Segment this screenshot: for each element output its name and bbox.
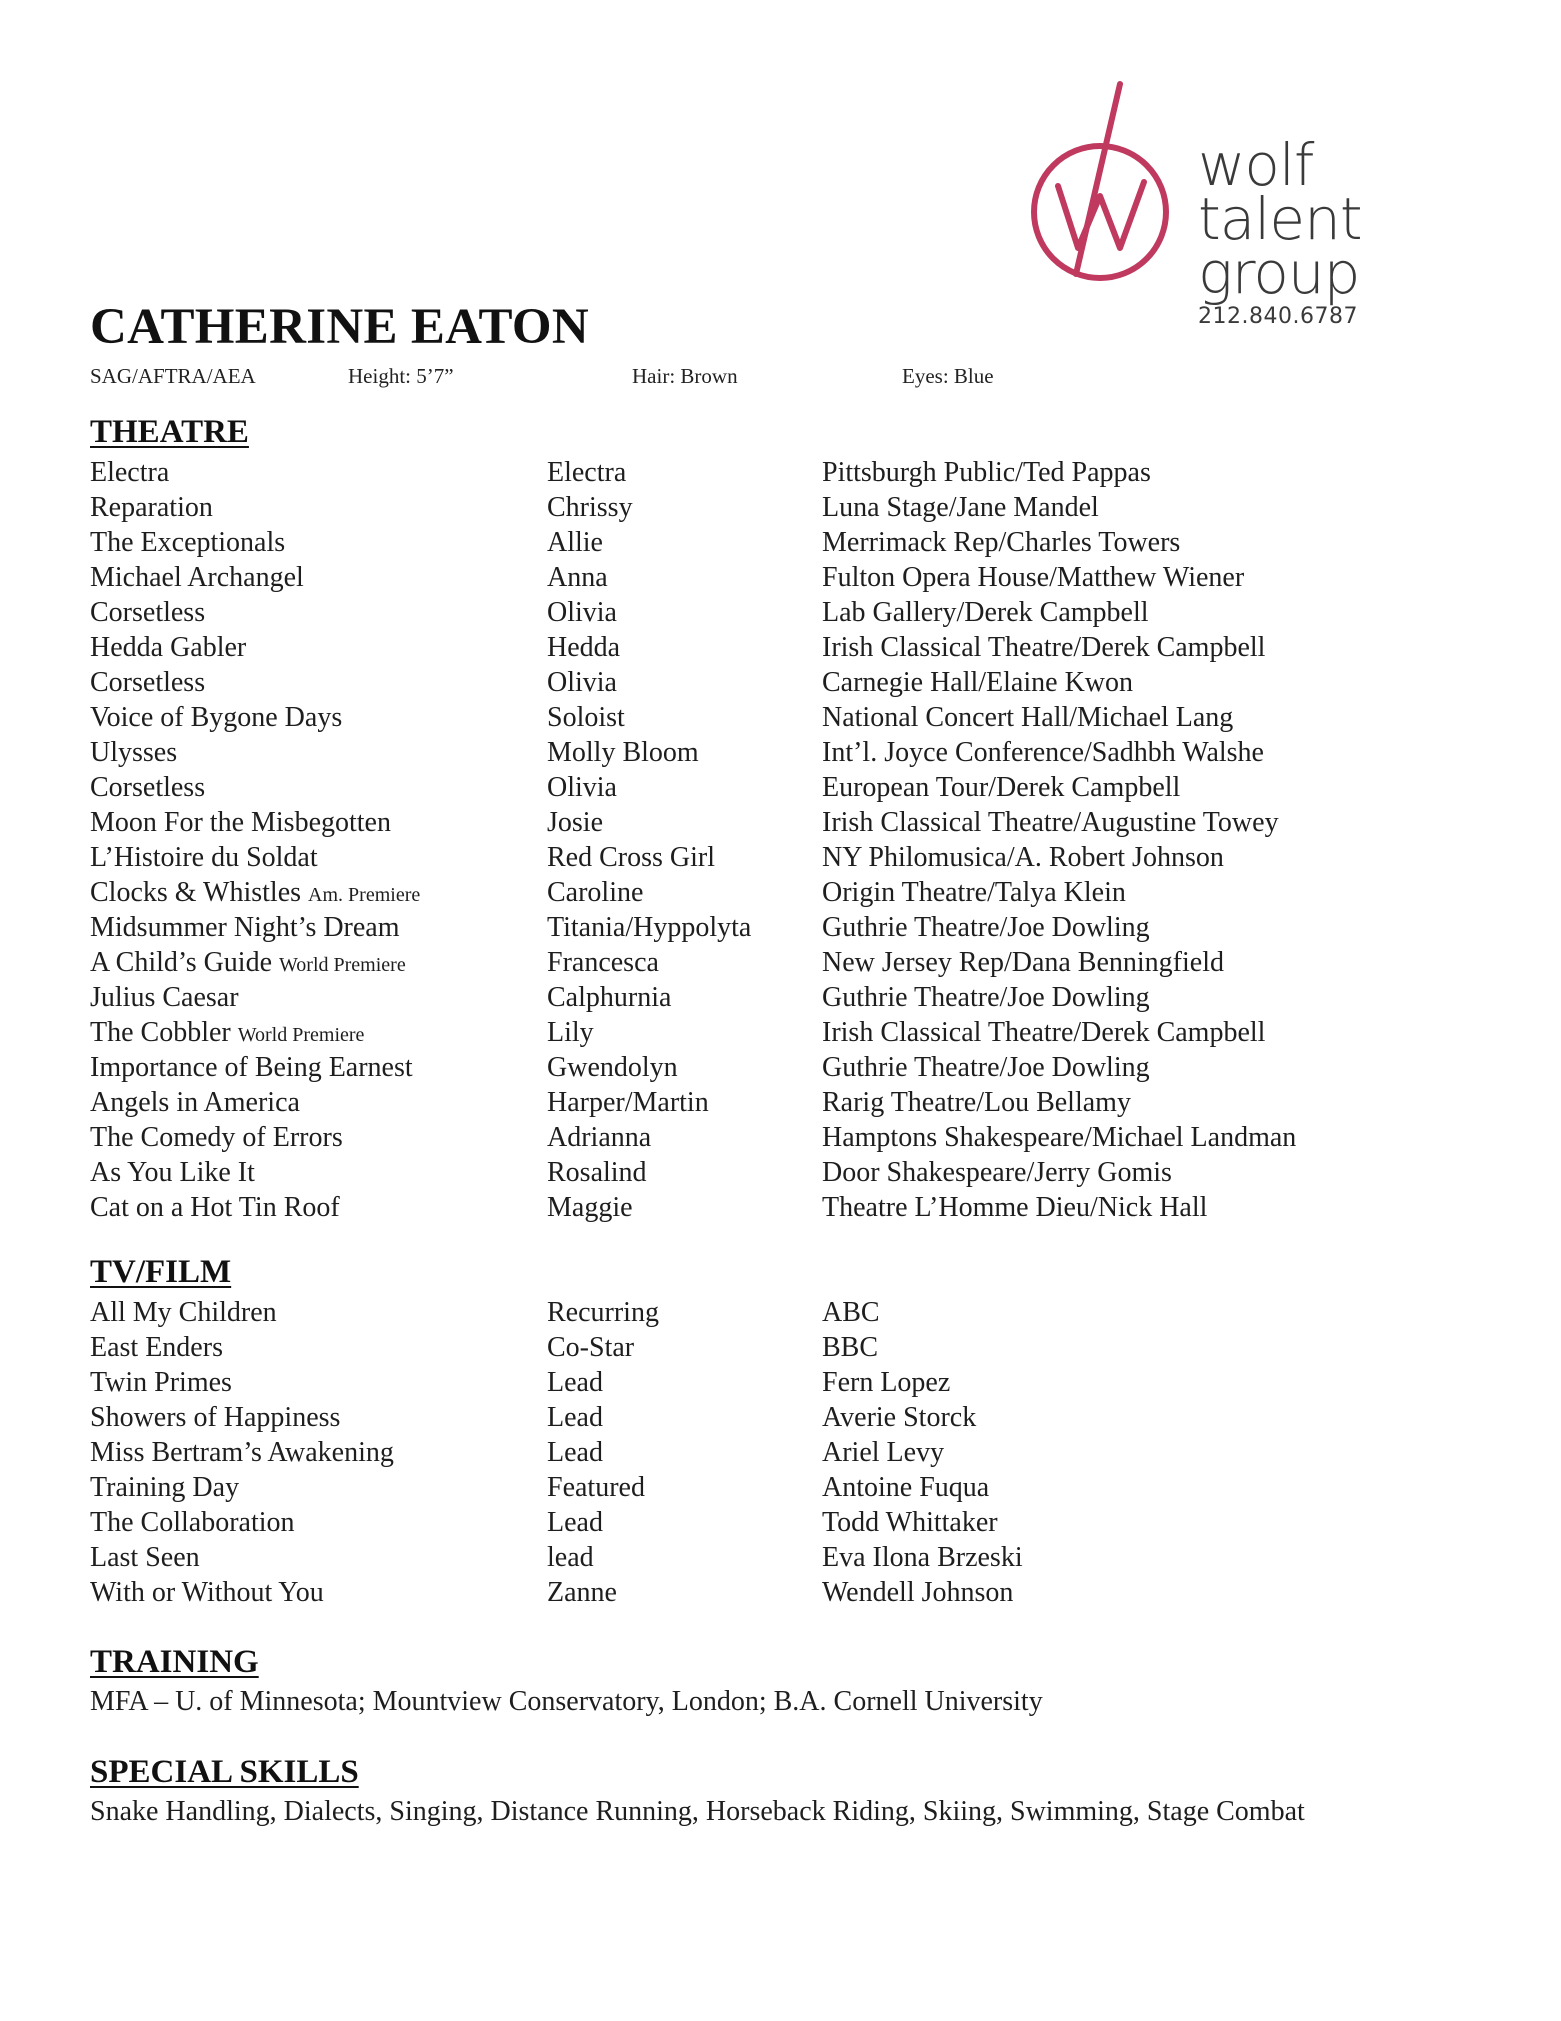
- theatre-credit-row: [90, 805, 1510, 840]
- role-name: Recurring: [547, 1297, 659, 1328]
- tvfilm-credits: [90, 1295, 1510, 1610]
- agency-logo: [1010, 78, 1390, 338]
- production-name: Electra: [90, 457, 170, 488]
- theatre-credit-row: [90, 455, 1510, 490]
- premiere-note: World Premiere: [279, 954, 406, 976]
- production-name: Miss Bertram’s Awakening: [90, 1437, 394, 1468]
- role-name: Olivia: [547, 597, 617, 628]
- unions: SAG/AFTRA/AEA: [90, 364, 256, 388]
- theatre-credit-row: [90, 980, 1510, 1015]
- production-title: [90, 840, 318, 875]
- theatre-credit-row: [90, 770, 1510, 805]
- role-name: Molly Bloom: [547, 737, 699, 768]
- company-director: BBC: [822, 1332, 879, 1363]
- theatre-credit-row: [90, 560, 1510, 595]
- production-title: [90, 910, 400, 945]
- company-director: Hamptons Shakespeare/Michael Landman: [822, 1122, 1297, 1153]
- production-name: Importance of Being Earnest: [90, 1052, 413, 1083]
- role-name: Lead: [547, 1402, 603, 1433]
- company-director: Origin Theatre/Talya Klein: [822, 877, 1126, 908]
- production-name: Hedda Gabler: [90, 632, 247, 663]
- company-director: Merrimack Rep/Charles Towers: [822, 527, 1181, 558]
- production-name: East Enders: [90, 1332, 223, 1363]
- role-name: Red Cross Girl: [547, 842, 715, 873]
- company-director: Pittsburgh Public/Ted Pappas: [822, 457, 1151, 488]
- theatre-credit-row: [90, 735, 1510, 770]
- production-title: [90, 1365, 232, 1400]
- role-name: Harper/Martin: [547, 1087, 709, 1118]
- production-name: A Child’s Guide: [90, 947, 273, 978]
- production-name: L’Histoire du Soldat: [90, 842, 318, 873]
- tvfilm-credit-row: [90, 1435, 1510, 1470]
- production-name: Cat on a Hot Tin Roof: [90, 1192, 340, 1223]
- theatre-credit-row: [90, 1120, 1510, 1155]
- production-title: [90, 1050, 413, 1085]
- company-director: Averie Storck: [822, 1402, 977, 1433]
- company-director: Irish Classical Theatre/Augustine Towey: [822, 807, 1279, 838]
- production-name: Corsetless: [90, 597, 206, 628]
- training-text: MFA – U. of Minnesota; Mountview Conservatory, London; B.A. Cornell University: [90, 1686, 1043, 1717]
- role-name: Olivia: [547, 772, 617, 803]
- tvfilm-credit-row: [90, 1540, 1510, 1575]
- theatre-credit-row: [90, 665, 1510, 700]
- theatre-credit-row: [90, 630, 1510, 665]
- production-title: [90, 630, 246, 665]
- production-name: Twin Primes: [90, 1367, 232, 1398]
- theatre-credit-row: [90, 700, 1510, 735]
- company-director: Door Shakespeare/Jerry Gomis: [822, 1157, 1172, 1188]
- company-director: Theatre L’Homme Dieu/Nick Hall: [822, 1192, 1208, 1223]
- role-name: Rosalind: [547, 1157, 647, 1188]
- hair-stat: Hair: Brown: [632, 364, 738, 388]
- production-title: [90, 770, 205, 805]
- theatre-credit-row: [90, 595, 1510, 630]
- role-name: Francesca: [547, 947, 659, 978]
- role-name: Soloist: [547, 702, 625, 733]
- theatre-credits: [90, 455, 1510, 1225]
- production-name: Training Day: [90, 1472, 240, 1503]
- production-title: [90, 1470, 239, 1505]
- production-name: Voice of Bygone Days: [90, 702, 343, 733]
- eyes-stat: Eyes: Blue: [902, 364, 994, 388]
- role-name: Zanne: [547, 1577, 617, 1608]
- height-stat: Height: 5’7”: [348, 364, 454, 388]
- company-director: Rarig Theatre/Lou Bellamy: [822, 1087, 1131, 1118]
- role-name: Olivia: [547, 667, 617, 698]
- production-title: [90, 665, 205, 700]
- production-name: Ulysses: [90, 737, 178, 768]
- company-director: Fern Lopez: [822, 1367, 951, 1398]
- premiere-note: Am. Premiere: [308, 884, 421, 906]
- role-name: Lily: [547, 1017, 594, 1048]
- production-title: [90, 1435, 394, 1470]
- production-name: Showers of Happiness: [90, 1402, 341, 1433]
- production-title: [90, 1190, 340, 1225]
- production-name: As You Like It: [90, 1157, 255, 1188]
- tvfilm-credit-row: [90, 1400, 1510, 1435]
- role-name: Anna: [547, 562, 608, 593]
- role-name: lead: [547, 1542, 594, 1573]
- company-director: ABC: [822, 1297, 880, 1328]
- role-name: Hedda: [547, 632, 621, 663]
- theatre-heading: THEATRE: [90, 414, 249, 450]
- company-director: Todd Whittaker: [822, 1507, 998, 1538]
- production-title: [90, 700, 342, 735]
- company-director: Guthrie Theatre/Joe Dowling: [822, 1052, 1150, 1083]
- production-title: [90, 1505, 295, 1540]
- production-name: Last Seen: [90, 1542, 200, 1573]
- production-name: Clocks & Whistles: [90, 877, 302, 908]
- agency-wordmark: wolf talent group: [1198, 131, 1362, 307]
- actor-name: CATHERINE EATON: [90, 299, 590, 355]
- theatre-credit-row: [90, 490, 1510, 525]
- tvfilm-heading: TV/FILM: [90, 1254, 232, 1290]
- production-name: All My Children: [90, 1297, 277, 1328]
- role-name: Lead: [547, 1437, 603, 1468]
- role-name: Maggie: [547, 1192, 633, 1223]
- production-title: [90, 525, 285, 560]
- production-title: [90, 1400, 340, 1435]
- production-title: [90, 1540, 200, 1575]
- production-title: [90, 735, 177, 770]
- theatre-credit-row: [90, 1155, 1510, 1190]
- production-title: [90, 1295, 277, 1330]
- tvfilm-credit-row: [90, 1505, 1510, 1540]
- production-name: Moon For the Misbegotten: [90, 807, 391, 838]
- production-name: Julius Caesar: [90, 982, 239, 1013]
- theatre-credit-row: [90, 525, 1510, 560]
- production-title: [90, 1330, 223, 1365]
- theatre-credit-row: [90, 1085, 1510, 1120]
- production-title: [90, 875, 420, 913]
- role-name: Adrianna: [547, 1122, 652, 1153]
- skills-text: Snake Handling, Dialects, Singing, Distance Running, Horseback Riding, Skiing, Swimming, Stage Combat: [90, 1796, 1305, 1827]
- company-director: Ariel Levy: [822, 1437, 945, 1468]
- theatre-credit-row: [90, 1190, 1510, 1225]
- company-director: Antoine Fuqua: [822, 1472, 990, 1503]
- production-name: With or Without You: [90, 1577, 324, 1608]
- production-title: [90, 805, 391, 840]
- role-name: Titania/Hyppolyta: [547, 912, 752, 943]
- production-name: Corsetless: [90, 667, 206, 698]
- theatre-credit-row: [90, 875, 1510, 910]
- production-name: Reparation: [90, 492, 213, 523]
- production-title: [90, 560, 304, 595]
- company-director: Wendell Johnson: [822, 1577, 1014, 1608]
- role-name: Electra: [547, 457, 627, 488]
- production-title: [90, 455, 169, 490]
- company-director: Irish Classical Theatre/Derek Campbell: [822, 1017, 1266, 1048]
- premiere-note: World Premiere: [237, 1024, 365, 1046]
- production-name: The Cobbler: [90, 1017, 231, 1048]
- theatre-credit-row: [90, 1050, 1510, 1085]
- production-name: Midsummer Night’s Dream: [90, 912, 400, 943]
- company-director: Int’l. Joyce Conference/Sadhbh Walshe: [822, 737, 1264, 768]
- production-name: The Exceptionals: [90, 527, 286, 558]
- theatre-credit-row: [90, 840, 1510, 875]
- role-name: Josie: [547, 807, 603, 838]
- theatre-credit-row: [90, 910, 1510, 945]
- role-name: Co-Star: [547, 1332, 635, 1363]
- production-name: Angels in America: [90, 1087, 300, 1118]
- wolf-logo-icon: [1010, 78, 1210, 298]
- production-name: The Comedy of Errors: [90, 1122, 343, 1153]
- company-director: Lab Gallery/Derek Campbell: [822, 597, 1149, 628]
- tvfilm-credit-row: [90, 1575, 1510, 1610]
- production-title: [90, 1085, 300, 1120]
- company-director: Eva Ilona Brzeski: [822, 1542, 1023, 1573]
- company-director: Carnegie Hall/Elaine Kwon: [822, 667, 1134, 698]
- production-title: [90, 945, 406, 983]
- company-director: New Jersey Rep/Dana Benningfield: [822, 947, 1224, 978]
- role-name: Allie: [547, 527, 603, 558]
- production-title: [90, 1575, 324, 1610]
- production-name: Michael Archangel: [90, 562, 304, 593]
- company-director: Irish Classical Theatre/Derek Campbell: [822, 632, 1266, 663]
- production-name: The Collaboration: [90, 1507, 295, 1538]
- agency-phone: 212.840.6787: [1198, 304, 1358, 329]
- training-heading: TRAINING: [90, 1644, 259, 1680]
- role-name: Lead: [547, 1507, 603, 1538]
- role-name: Chrissy: [547, 492, 633, 523]
- company-director: National Concert Hall/Michael Lang: [822, 702, 1234, 733]
- company-director: NY Philomusica/A. Robert Johnson: [822, 842, 1224, 873]
- production-title: [90, 490, 213, 525]
- production-name: Corsetless: [90, 772, 206, 803]
- theatre-credit-row: [90, 1015, 1510, 1050]
- production-title: [90, 595, 205, 630]
- company-director: Guthrie Theatre/Joe Dowling: [822, 912, 1150, 943]
- production-title: [90, 1015, 364, 1053]
- role-name: Caroline: [547, 877, 644, 908]
- production-title: [90, 1120, 343, 1155]
- tvfilm-credit-row: [90, 1365, 1510, 1400]
- skills-heading: SPECIAL SKILLS: [90, 1754, 359, 1790]
- company-director: Fulton Opera House/Matthew Wiener: [822, 562, 1245, 593]
- tvfilm-credit-row: [90, 1470, 1510, 1505]
- role-name: Calphurnia: [547, 982, 672, 1013]
- role-name: Lead: [547, 1367, 603, 1398]
- role-name: Gwendolyn: [547, 1052, 678, 1083]
- production-title: [90, 980, 239, 1015]
- tvfilm-credit-row: [90, 1330, 1510, 1365]
- theatre-credit-row: [90, 945, 1510, 980]
- company-director: Luna Stage/Jane Mandel: [822, 492, 1099, 523]
- company-director: Guthrie Theatre/Joe Dowling: [822, 982, 1150, 1013]
- production-title: [90, 1155, 255, 1190]
- role-name: Featured: [547, 1472, 645, 1503]
- company-director: European Tour/Derek Campbell: [822, 772, 1181, 803]
- tvfilm-credit-row: [90, 1295, 1510, 1330]
